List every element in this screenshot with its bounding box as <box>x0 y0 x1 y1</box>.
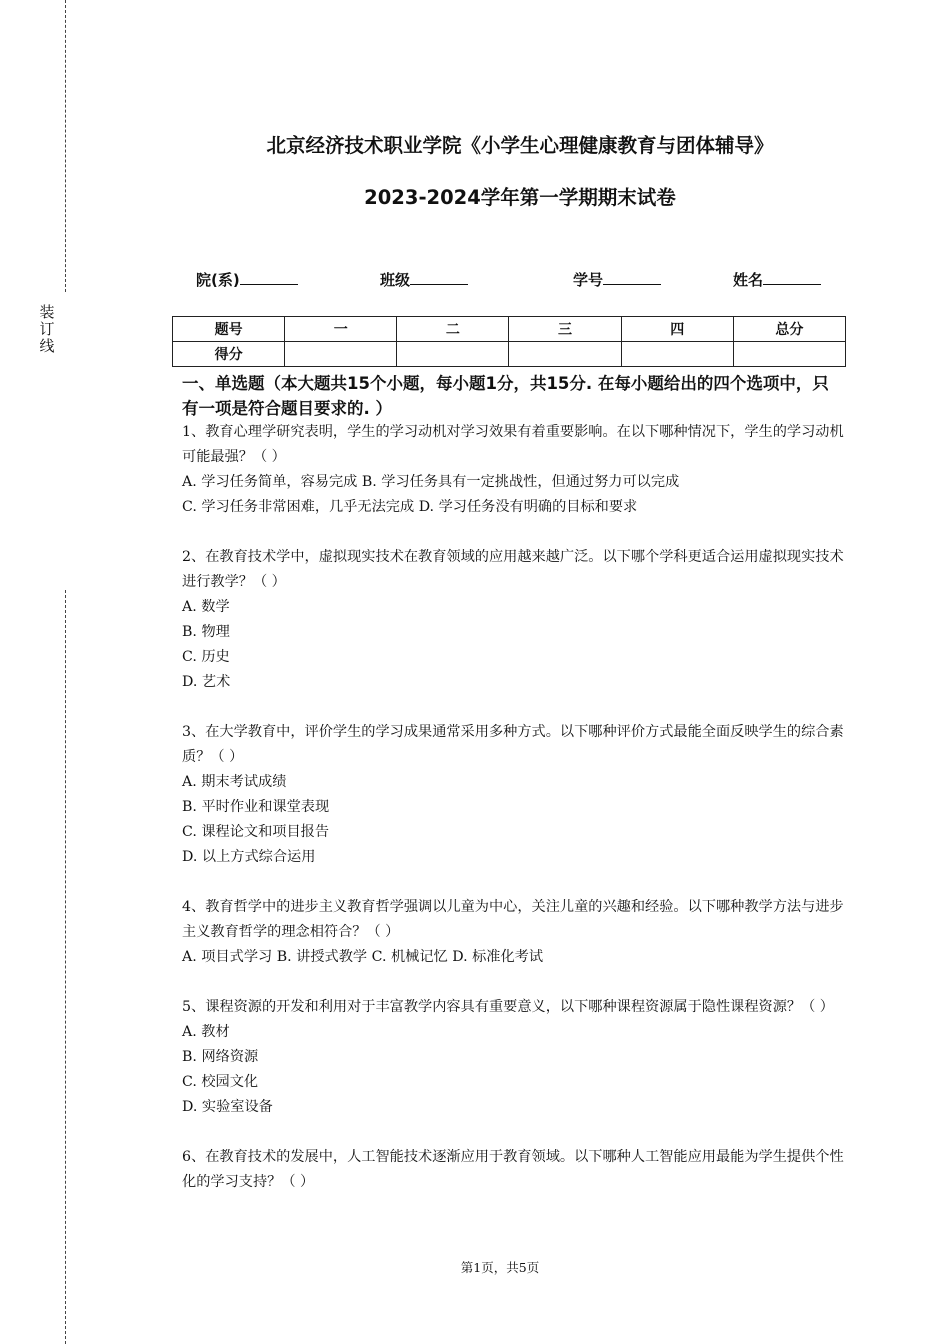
question-item <box>182 420 844 520</box>
question-option: D. 实验室设备 <box>182 1099 273 1115</box>
page-footer: 第1页，共5页 <box>460 1260 540 1275</box>
score-entry[interactable] <box>621 342 733 367</box>
class-blank[interactable] <box>410 271 468 285</box>
name-field[interactable] <box>733 269 821 290</box>
question-option: A. 学习任务简单，容易完成 B. 学习任务具有一定挑战性，但通过努力可以完成 <box>182 474 680 490</box>
question-option: C. 校园文化 <box>182 1074 259 1090</box>
binding-line-top <box>65 0 66 292</box>
question-item <box>182 1145 844 1195</box>
question-option: C. 学习任务非常困难，几乎无法完成 D. 学习任务没有明确的目标和要求 <box>182 499 638 515</box>
student-id-field[interactable] <box>573 269 661 290</box>
name-label: 姓名 <box>733 271 764 289</box>
department-field[interactable] <box>196 269 298 290</box>
score-cell-q1: 一 <box>285 317 397 342</box>
question-stem: 4、教育哲学中的进步主义教育哲学强调以儿童为中心，关注儿童的兴趣和经验。以下哪种教学方法与进步主义教育哲学的理念相符合？（ ） <box>182 899 844 940</box>
question-item <box>182 895 844 970</box>
question-option: D. 以上方式综合运用 <box>182 849 316 865</box>
question-item <box>182 995 844 1120</box>
exam-title-line1: 北京经济技术职业学院《小学生心理健康教育与团体辅导》 <box>266 134 774 157</box>
binding-label <box>38 304 56 355</box>
question-option: D. 艺术 <box>182 674 231 690</box>
class-label: 班级 <box>380 271 411 289</box>
score-table-header-row <box>173 317 846 342</box>
question-stem: 6、在教育技术的发展中，人工智能技术逐渐应用于教育领域。以下哪种人工智能应用最能为学生提供个性化的学习支持？（ ） <box>182 1149 844 1190</box>
question-option: B. 物理 <box>182 624 230 640</box>
section-heading: 一、单选题（本大题共15个小题，每小题1分，共15分. 在每小题给出的四个选项中，只有一项是符合题目要求的. ） <box>182 374 829 418</box>
question-option: A. 期末考试成绩 <box>182 774 287 790</box>
question-option: A. 教材 <box>182 1024 230 1040</box>
question-option: B. 网络资源 <box>182 1049 259 1065</box>
question-item <box>182 720 844 870</box>
question-option: C. 历史 <box>182 649 230 665</box>
binding-char: 订 <box>39 320 55 338</box>
student-id-blank[interactable] <box>603 271 661 285</box>
question-item <box>182 545 844 695</box>
question-option: B. 平时作业和课堂表现 <box>182 799 330 815</box>
score-cell-q3: 三 <box>509 317 621 342</box>
score-entry[interactable] <box>397 342 509 367</box>
score-cell-total: 总分 <box>733 317 845 342</box>
score-cell-q4: 四 <box>621 317 733 342</box>
score-row-label: 得分 <box>173 342 285 367</box>
department-label: 院(系) <box>196 271 240 289</box>
score-cell-label: 题号 <box>173 317 285 342</box>
binding-char: 线 <box>39 337 55 355</box>
score-entry[interactable] <box>733 342 845 367</box>
score-entry[interactable] <box>509 342 621 367</box>
question-stem: 5、课程资源的开发和利用对于丰富教学内容具有重要意义，以下哪种课程资源属于隐性课程资源？（ ） <box>182 999 834 1015</box>
score-table-score-row <box>173 342 846 367</box>
score-table <box>172 316 846 367</box>
question-stem: 3、在大学教育中，评价学生的学习成果通常采用多种方式。以下哪种评价方式最能全面反映学生的综合素质？（ ） <box>182 724 844 765</box>
name-blank[interactable] <box>763 271 821 285</box>
question-option: A. 数学 <box>182 599 230 615</box>
binding-char: 装 <box>39 303 55 321</box>
class-field[interactable] <box>380 269 468 290</box>
question-option: C. 课程论文和项目报告 <box>182 824 330 840</box>
question-stem: 1、教育心理学研究表明，学生的学习动机对学习效果有着重要影响。在以下哪种情况下，学生的学习动机可能最强？（ ） <box>182 424 844 465</box>
question-option: A. 项目式学习 B. 讲授式教学 C. 机械记忆 D. 标准化考试 <box>182 949 544 965</box>
exam-title-line2: 2023-2024学年第一学期期末试卷 <box>364 186 676 209</box>
question-list <box>182 420 844 1220</box>
student-id-label: 学号 <box>573 271 604 289</box>
question-stem: 2、在教育技术学中，虚拟现实技术在教育领域的应用越来越广泛。以下哪个学科更适合运用虚拟现实技术进行教学？（ ） <box>182 549 844 590</box>
score-cell-q2: 二 <box>397 317 509 342</box>
binding-line-bottom <box>65 590 66 1344</box>
score-entry[interactable] <box>285 342 397 367</box>
department-blank[interactable] <box>240 271 298 285</box>
